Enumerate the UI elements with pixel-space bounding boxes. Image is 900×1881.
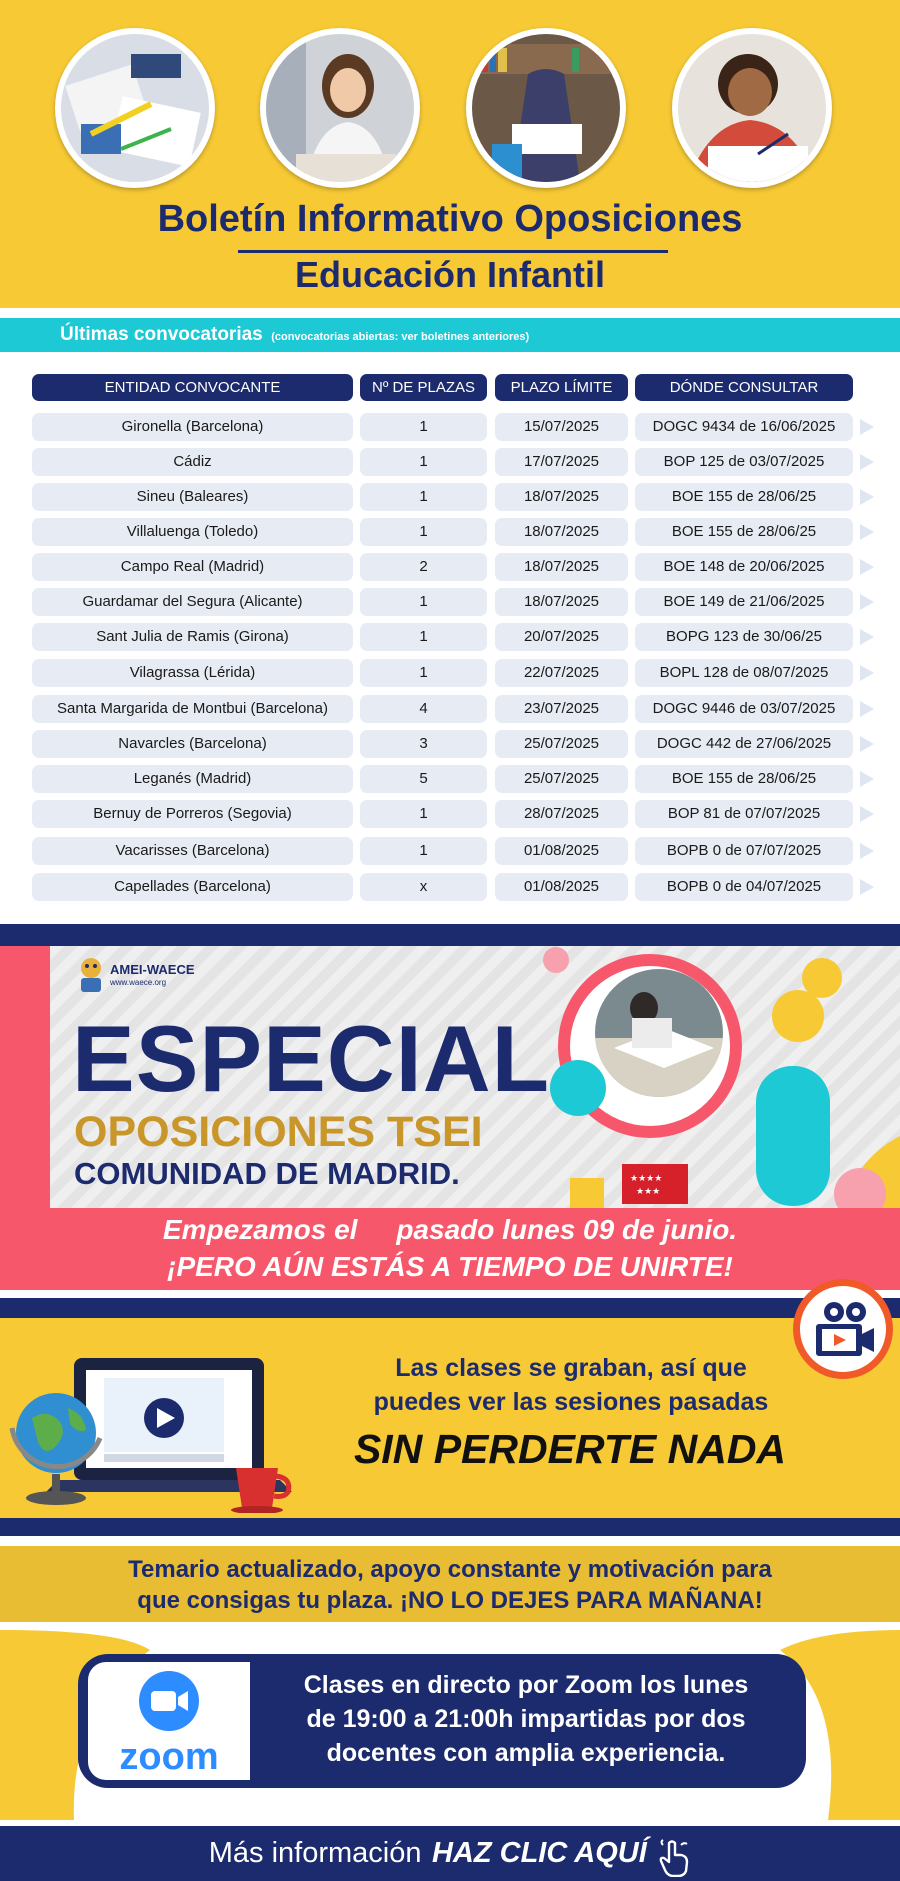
zoom-wordmark: zoom [119, 1736, 219, 1778]
cell-plazo: 28/07/2025 [495, 800, 628, 828]
cell-entidad: Sineu (Baleares) [32, 483, 353, 511]
row-arrow-icon [860, 665, 874, 681]
especial-start-date: Empezamos el pasado lunes 09 de junio. [162, 1214, 738, 1245]
zoom-line-2: de 19:00 a 21:00h impartidas por dos [306, 1705, 746, 1733]
logo-url: www.waece.org [110, 978, 167, 987]
cell-plazo: 18/07/2025 [495, 518, 628, 546]
bulletin-subtitle: Educación Infantil [294, 254, 606, 295]
convocatorias-title: Últimas convocatorias [60, 324, 263, 345]
column-header-plazo: PLAZO LÍMITE [495, 374, 628, 401]
row-arrow-icon [860, 524, 874, 540]
row-arrow-icon [860, 771, 874, 787]
especial-region: COMUNIDAD DE MADRID. [74, 1156, 460, 1191]
row-arrow-icon [860, 594, 874, 610]
logo-name: AMEI-WAECE [110, 962, 195, 977]
cell-entidad: Capellades (Barcelona) [32, 873, 353, 901]
table-row [0, 448, 900, 476]
cell-plazo: 17/07/2025 [495, 448, 628, 476]
cell-consultar[interactable]: BOE 155 de 28/06/25 [635, 518, 853, 546]
cell-plazo: 25/07/2025 [495, 730, 628, 758]
zoom-line-1: Clases en directo por Zoom los lunes [303, 1671, 749, 1699]
row-arrow-icon [860, 454, 874, 470]
cell-plazo: 18/07/2025 [495, 483, 628, 511]
table-row [0, 518, 900, 546]
amei-logo-icon [74, 956, 108, 994]
cell-entidad: Vilagrassa (Lérida) [32, 659, 353, 687]
title-divider [238, 250, 668, 253]
cell-plazas: 5 [360, 765, 487, 793]
cell-plazas: 1 [360, 413, 487, 441]
cell-consultar[interactable]: DOGC 442 de 27/06/2025 [635, 730, 853, 758]
cell-entidad: Leganés (Madrid) [32, 765, 353, 793]
cell-entidad: Campo Real (Madrid) [32, 553, 353, 581]
row-arrow-icon [860, 419, 874, 435]
madrid-flag-icon [622, 1164, 688, 1204]
row-arrow-icon [860, 489, 874, 505]
cell-entidad: Gironella (Barcelona) [32, 413, 353, 441]
column-header-plazas: Nº DE PLAZAS [360, 374, 487, 401]
row-arrow-icon [860, 629, 874, 645]
especial-heading: ESPECIAL [72, 1006, 551, 1111]
cell-plazas: 1 [360, 623, 487, 651]
recorded-line-1: Las clases se graban, así que [395, 1354, 747, 1382]
recorded-highlight: SIN PERDERTE NADA [353, 1426, 787, 1472]
cell-plazo: 18/07/2025 [495, 588, 628, 616]
row-arrow-icon [860, 559, 874, 575]
cell-plazas: 1 [360, 448, 487, 476]
table-row [0, 553, 900, 581]
divider-bar [0, 924, 900, 946]
cell-consultar[interactable]: BOPL 128 de 08/07/2025 [635, 659, 853, 687]
cell-entidad: Navarcles (Barcelona) [32, 730, 353, 758]
zoom-description [256, 1668, 796, 1770]
especial-banner[interactable] [0, 946, 900, 1290]
table-row [0, 588, 900, 616]
row-arrow-icon [860, 701, 874, 717]
zoom-logo [88, 1662, 250, 1780]
table-row [0, 730, 900, 758]
cell-plazo: 15/07/2025 [495, 413, 628, 441]
cell-consultar[interactable]: BOE 149 de 21/06/2025 [635, 588, 853, 616]
cell-entidad: Villaluenga (Toledo) [32, 518, 353, 546]
cell-plazas: 1 [360, 800, 487, 828]
cell-consultar[interactable]: DOGC 9446 de 03/07/2025 [635, 695, 853, 723]
especial-subheading: OPOSICIONES TSEI [74, 1108, 483, 1156]
recorded-line-2: puedes ver las sesiones pasadas [373, 1388, 769, 1416]
row-arrow-icon [860, 806, 874, 822]
zoom-line-3: docentes con amplia experiencia. [326, 1739, 726, 1767]
zoom-section [0, 1630, 900, 1820]
bulletin-title: Boletín Informativo Oposiciones [157, 198, 743, 240]
divider-bar [0, 1518, 900, 1536]
cell-consultar[interactable]: BOP 125 de 03/07/2025 [635, 448, 853, 476]
cell-entidad: Guardamar del Segura (Alicante) [32, 588, 353, 616]
svg-text:★★★: ★★★ [636, 1187, 661, 1197]
cell-entidad: Bernuy de Porreros (Segovia) [32, 800, 353, 828]
cell-plazas: 4 [360, 695, 487, 723]
cell-plazo: 22/07/2025 [495, 659, 628, 687]
divider-bar [0, 1298, 900, 1318]
cell-plazas: 1 [360, 837, 487, 865]
especial-join-cta: ¡PERO AÚN ESTÁS A TIEMPO DE UNIRTE! [167, 1251, 733, 1282]
cell-plazas: 1 [360, 659, 487, 687]
table-row [0, 800, 900, 828]
table-row [0, 623, 900, 651]
table-row [0, 873, 900, 901]
cell-plazo: 01/08/2025 [495, 873, 628, 901]
row-arrow-icon [860, 879, 874, 895]
cell-consultar[interactable]: BOE 148 de 20/06/2025 [635, 553, 853, 581]
library-photo [466, 28, 626, 188]
table-row [0, 695, 900, 723]
cell-plazo: 01/08/2025 [495, 837, 628, 865]
row-arrow-icon [860, 736, 874, 752]
footer-cta-bar[interactable] [0, 1826, 900, 1881]
cell-plazas: 1 [360, 483, 487, 511]
laptop-scene [8, 1338, 298, 1513]
temario-line-1: Temario actualizado, apoyo constante y motivación para [128, 1556, 772, 1583]
table-row [0, 483, 900, 511]
cell-consultar[interactable]: BOE 155 de 28/06/25 [635, 765, 853, 793]
cell-entidad: Santa Margarida de Montbui (Barcelona) [32, 695, 353, 723]
svg-text:★★★★: ★★★★ [630, 1174, 663, 1184]
cell-consultar[interactable]: DOGC 9434 de 16/06/2025 [635, 413, 853, 441]
pointer-hand-icon [657, 1839, 691, 1877]
play-icon [144, 1398, 184, 1438]
convocatorias-note: (convocatorias abiertas: ver boletines anteriores) [271, 331, 530, 343]
temario-banner [0, 1546, 900, 1622]
cell-consultar[interactable]: BOE 155 de 28/06/25 [635, 483, 853, 511]
recorded-classes-section [0, 1318, 900, 1518]
cell-plazas: x [360, 873, 487, 901]
column-header-consultar: DÓNDE CONSULTAR [635, 374, 853, 401]
cell-plazo: 23/07/2025 [495, 695, 628, 723]
student-photo [260, 28, 420, 188]
cell-plazas: 2 [360, 553, 487, 581]
cell-plazo: 18/07/2025 [495, 553, 628, 581]
row-arrow-icon [860, 843, 874, 859]
cell-consultar[interactable]: BOPG 123 de 30/06/25 [635, 623, 853, 651]
cell-entidad: Vacarisses (Barcelona) [32, 837, 353, 865]
temario-line-2: que consigas tu plaza. ¡NO LO DEJES PARA MAÑANA! [137, 1587, 763, 1614]
click-here-link[interactable]: HAZ CLIC AQUÍ [431, 1837, 647, 1869]
table-row [0, 413, 900, 441]
books-photo [55, 28, 215, 188]
writing-photo [672, 28, 832, 188]
cell-consultar[interactable]: BOPB 0 de 07/07/2025 [635, 837, 853, 865]
cell-entidad: Cádiz [32, 448, 353, 476]
table-row [0, 837, 900, 865]
cell-entidad: Sant Julia de Ramis (Girona) [32, 623, 353, 651]
cell-consultar[interactable]: BOPB 0 de 04/07/2025 [635, 873, 853, 901]
table-row [0, 765, 900, 793]
footer-text: Más información [208, 1837, 422, 1869]
header-banner [0, 0, 900, 308]
cell-plazo: 20/07/2025 [495, 623, 628, 651]
column-header-entidad: ENTIDAD CONVOCANTE [32, 374, 353, 401]
convocatorias-bar [0, 318, 900, 352]
cell-plazo: 25/07/2025 [495, 765, 628, 793]
table-row [0, 659, 900, 687]
cell-plazas: 3 [360, 730, 487, 758]
study-photo [594, 968, 724, 1098]
cell-plazas: 1 [360, 588, 487, 616]
cell-consultar[interactable]: BOP 81 de 07/07/2025 [635, 800, 853, 828]
cell-plazas: 1 [360, 518, 487, 546]
zoom-camera-icon [138, 1670, 200, 1732]
